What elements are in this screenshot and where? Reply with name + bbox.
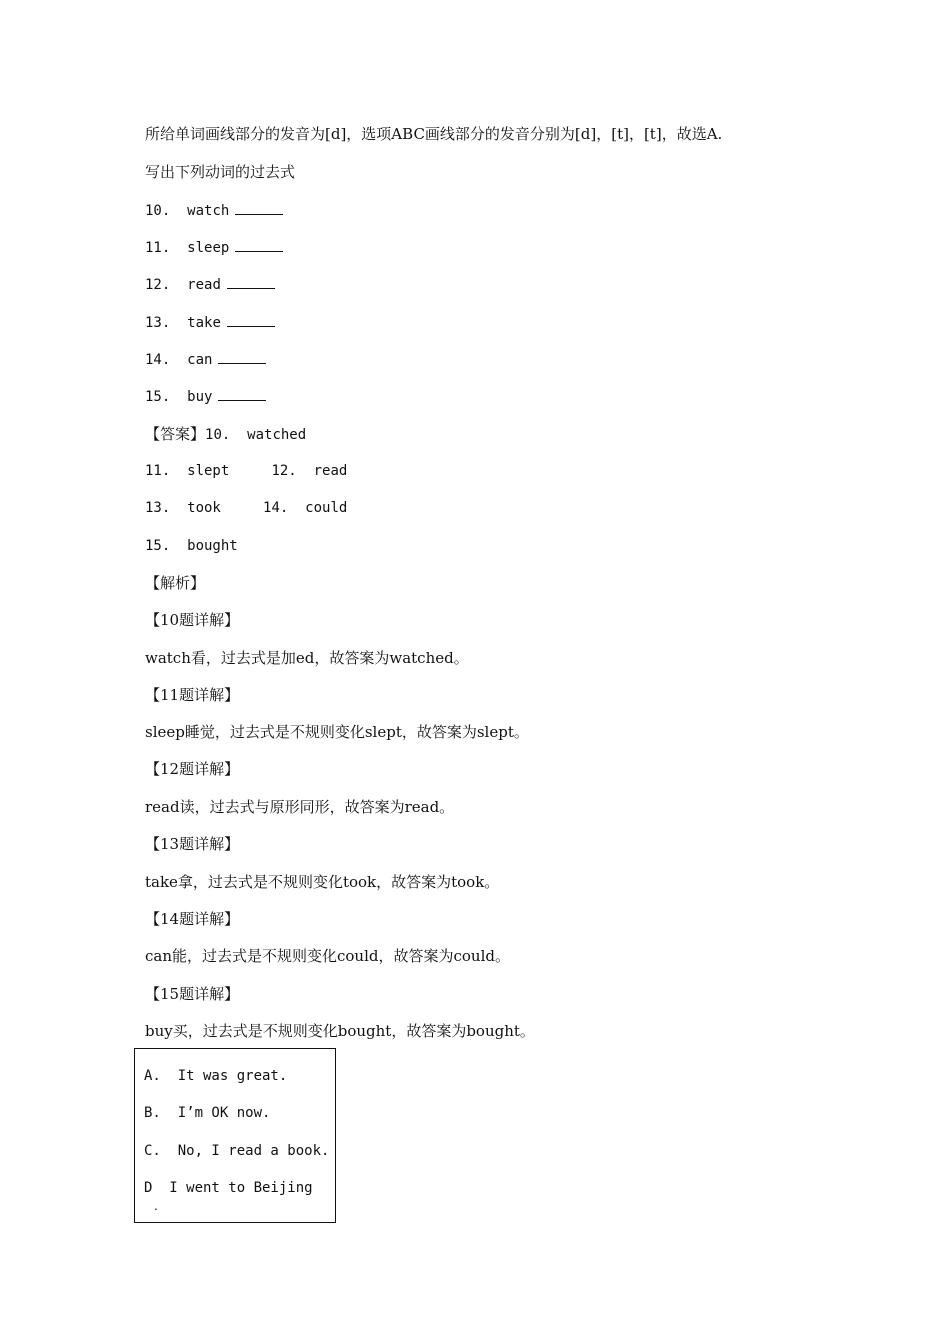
- detail-heading: 【15题详解】: [145, 985, 240, 1003]
- answer-blank[interactable]: [227, 274, 275, 289]
- detail-text: can能，过去式是不规则变化could，故答案为could。: [145, 947, 510, 965]
- question-item: [145, 386, 266, 407]
- question-number: 14.: [145, 352, 171, 368]
- answer-13: 13. took: [145, 500, 221, 516]
- answer-blank[interactable]: [235, 200, 283, 215]
- answer-blank[interactable]: [218, 349, 266, 364]
- option-d-trailing-mark: .: [154, 1199, 158, 1213]
- question-word: watch: [187, 203, 230, 219]
- option-b: B. I’m OK now.: [144, 1105, 271, 1121]
- intro-note: 所给单词画线部分的发音为[d]，选项ABC画线部分的发音分别为[d]，[t]，[t]，故选A.: [145, 125, 723, 143]
- detail-text: watch看，过去式是加ed，故答案为watched。: [145, 649, 469, 667]
- answer-blank[interactable]: [218, 386, 266, 401]
- question-item: [145, 274, 275, 295]
- options-box: [134, 1048, 336, 1223]
- analysis-label: 【解析】: [145, 574, 206, 592]
- detail-heading: 【13题详解】: [145, 835, 240, 853]
- question-word: buy: [187, 389, 213, 405]
- answer-blank[interactable]: [235, 237, 283, 252]
- answer-12: 12. read: [271, 463, 348, 479]
- question-item: [145, 237, 283, 258]
- answer-label: 【答案】: [145, 425, 206, 443]
- answer-line: [145, 461, 347, 481]
- question-item: [145, 200, 283, 221]
- question-number: 13.: [145, 315, 171, 331]
- detail-heading: 【10题详解】: [145, 611, 240, 629]
- detail-text: buy买，过去式是不规则变化bought，故答案为bought。: [145, 1022, 535, 1040]
- answer-11: 11. slept: [145, 463, 230, 479]
- answer-10: 10. watched: [205, 427, 307, 443]
- question-title: 写出下列动词的过去式: [145, 163, 296, 181]
- question-item: [145, 349, 266, 370]
- option-a: A. It was great.: [144, 1068, 288, 1084]
- detail-heading: 【12题详解】: [145, 760, 240, 778]
- question-number: 12.: [145, 277, 171, 293]
- question-number: 11.: [145, 240, 171, 256]
- question-word: sleep: [187, 240, 230, 256]
- answer-line: [145, 498, 347, 518]
- question-word: read: [187, 277, 221, 293]
- answer-15: 15. bought: [145, 538, 238, 554]
- answer-line: [145, 536, 238, 556]
- detail-heading: 【11题详解】: [145, 686, 240, 704]
- detail-heading: 【14题详解】: [145, 910, 240, 928]
- question-word: take: [187, 315, 221, 331]
- option-d: D I went to Beijing: [144, 1180, 313, 1196]
- detail-text: read读，过去式与原形同形，故答案为read。: [145, 798, 455, 816]
- question-word: can: [187, 352, 213, 368]
- question-number: 10.: [145, 203, 171, 219]
- detail-text: take拿，过去式是不规则变化took，故答案为took。: [145, 873, 500, 891]
- answer-line: [145, 424, 306, 445]
- answer-blank[interactable]: [227, 312, 275, 327]
- question-item: [145, 312, 275, 333]
- answer-14: 14. could: [263, 500, 348, 516]
- detail-text: sleep睡觉，过去式是不规则变化slept，故答案为slept。: [145, 723, 529, 741]
- question-number: 15.: [145, 389, 171, 405]
- option-c: C. No, I read a book.: [144, 1143, 330, 1159]
